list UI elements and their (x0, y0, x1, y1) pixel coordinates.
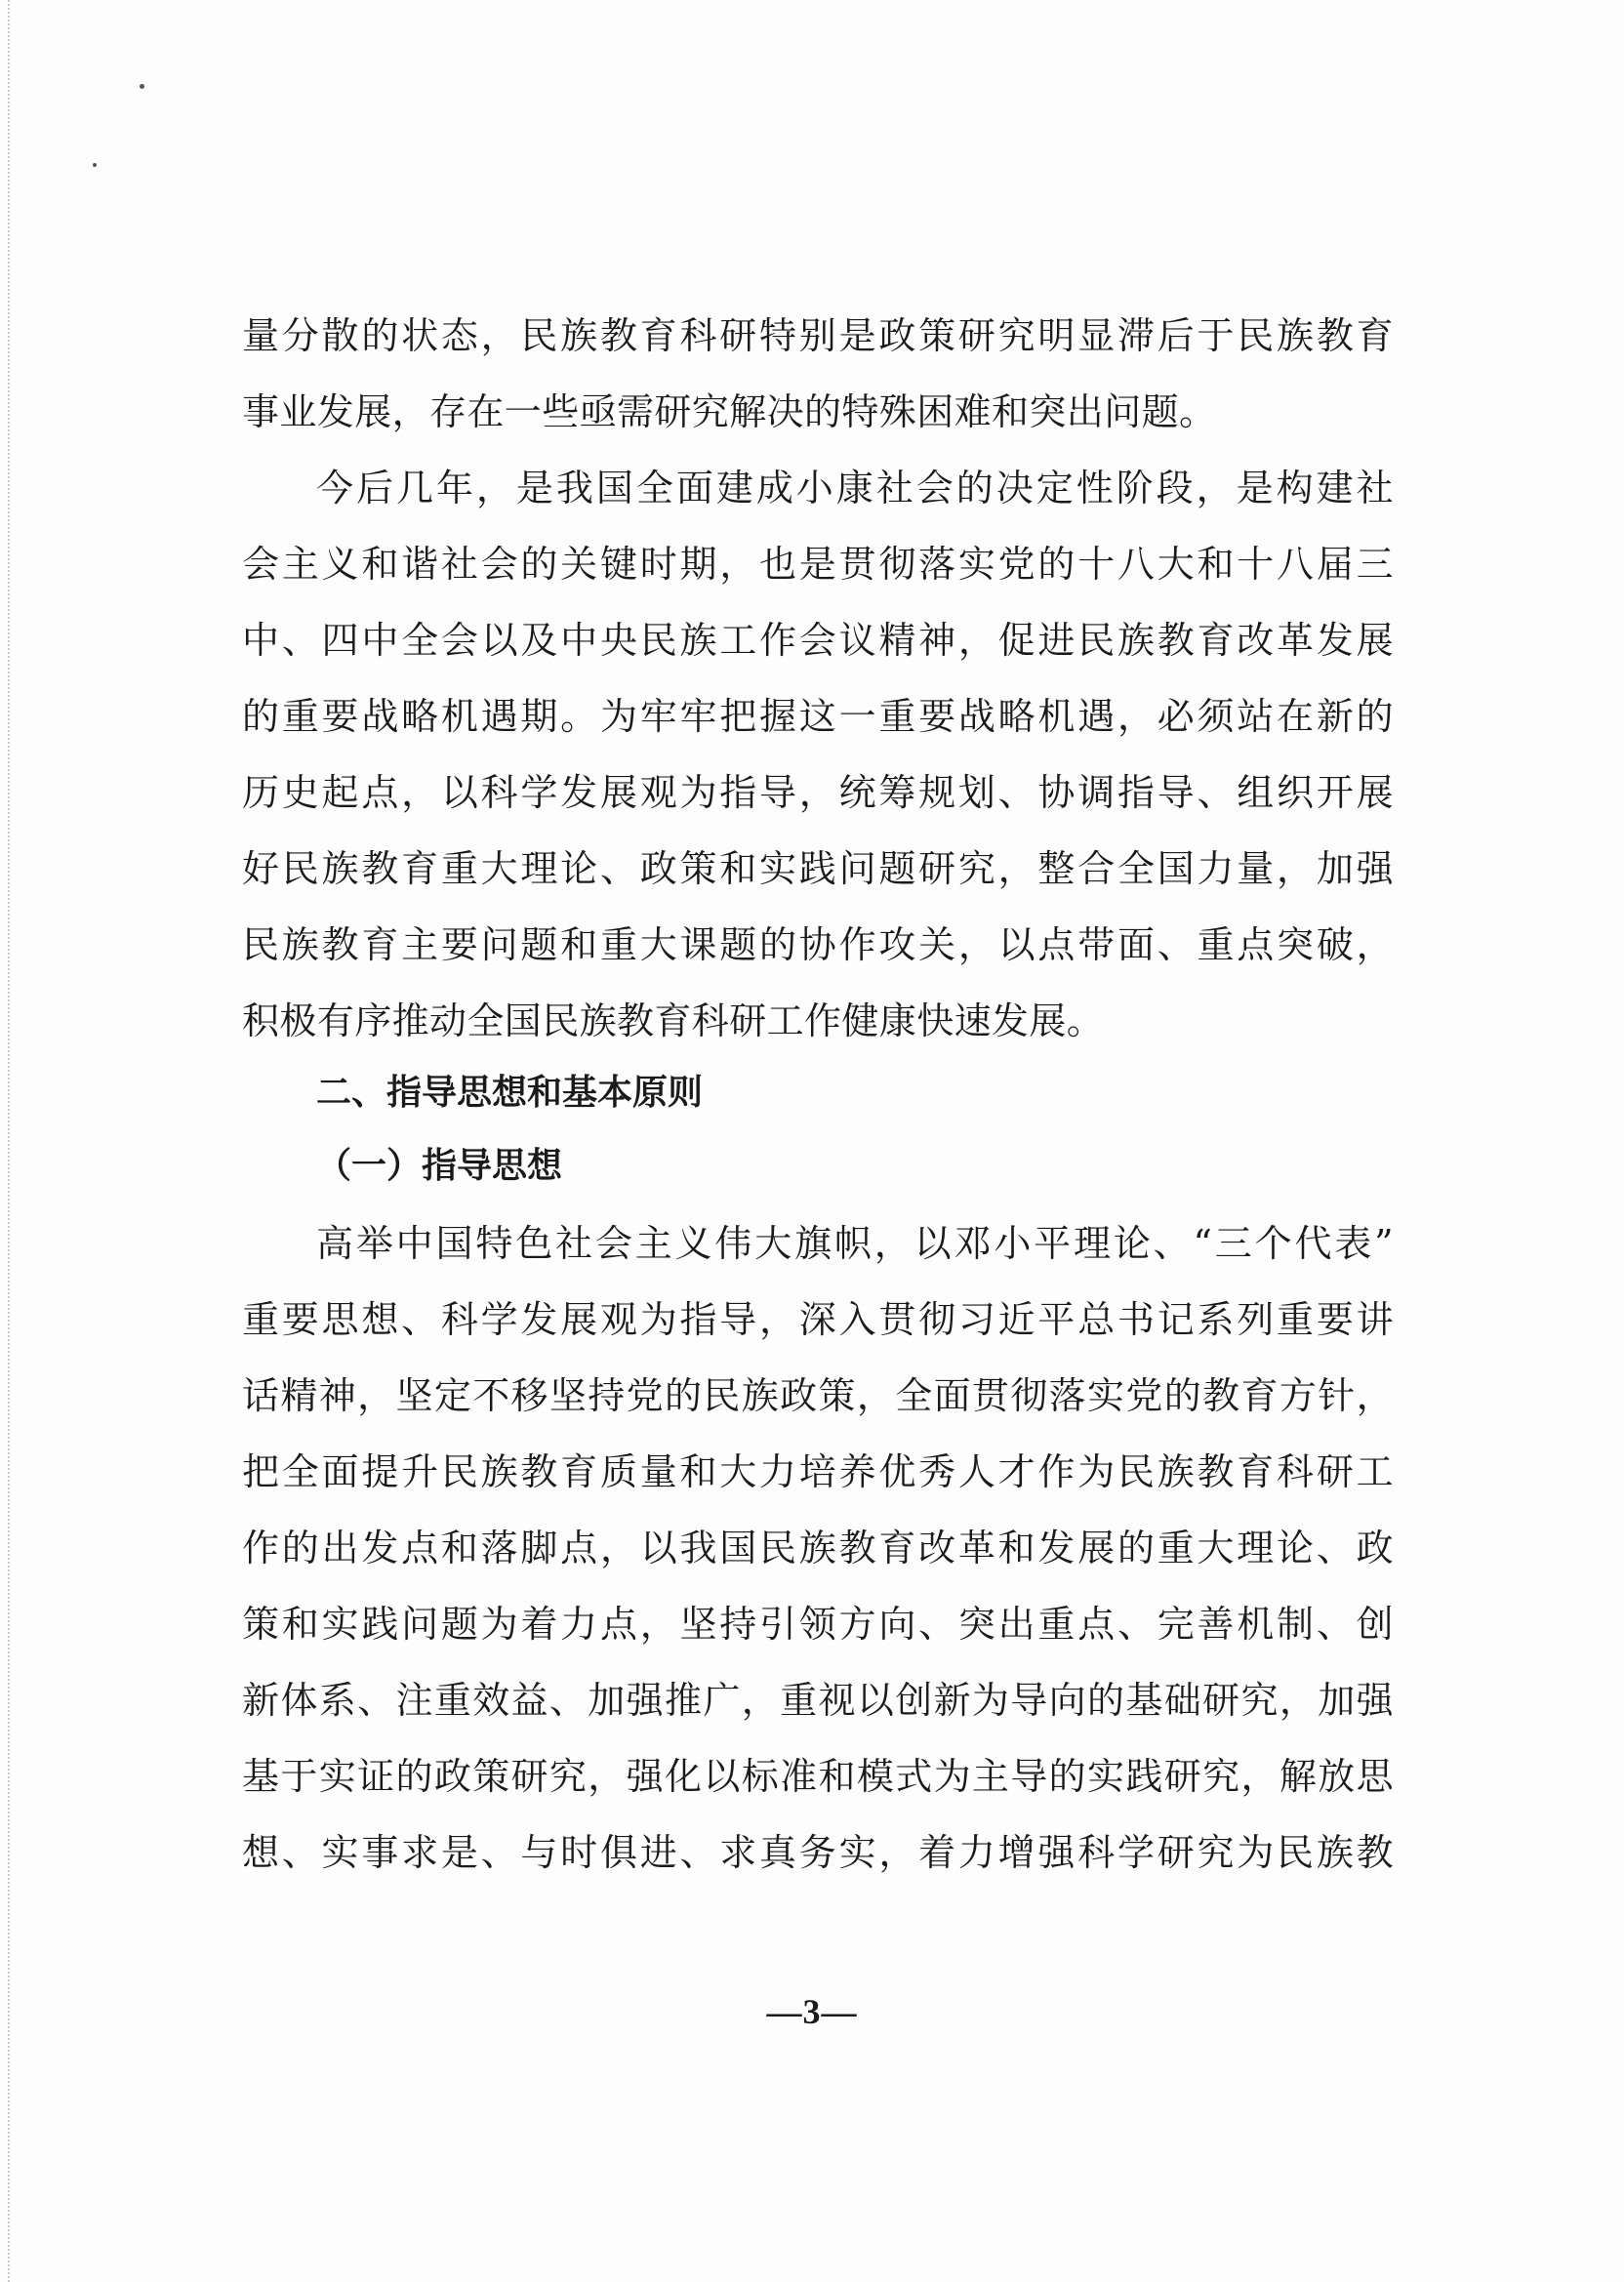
text-line: 话精神，坚定不移坚持党的民族政策，全面贯彻落实党的教育方针， (242, 1374, 1394, 1417)
text-line: 策和实践问题为着力点，坚持引领方向、突出重点、完善机制、创 (242, 1603, 1394, 1646)
text-line: 中、四中全会以及中央民族工作会议精神，促进民族教育改革发展 (242, 619, 1394, 662)
text-line: 把全面提升民族教育质量和大力培养优秀人才作为民族教育科研工 (242, 1450, 1394, 1493)
text-line: 高举中国特色社会主义伟大旗帜，以邓小平理论、“三个代表” (316, 1222, 1394, 1265)
text-line: 今后几年，是我国全面建成小康社会的决定性阶段，是构建社 (316, 467, 1394, 509)
subsection-heading: （一）指导思想 (316, 1146, 563, 1186)
text-line: 历史起点，以科学发展观为指导，统筹规划、协调指导、组织开展 (242, 771, 1394, 814)
text-line: 的重要战略机遇期。为牢牢把握这一重要战略机遇，必须站在新的 (242, 695, 1394, 738)
text-line: 民族教育主要问题和重大课题的协作攻关，以点带面、重点突破， (242, 923, 1394, 966)
text-line: 重要思想、科学发展观为指导，深入贯彻习近平总书记系列重要讲 (242, 1298, 1394, 1341)
body-text (242, 298, 1394, 1891)
text-line: 事业发展，存在一些亟需研究解决的特殊困难和突出问题。 (242, 390, 1217, 433)
scan-edge (8, 0, 10, 2282)
text-line: 会主义和谐社会的关键时期，也是贯彻落实党的十八大和十八届三 (242, 543, 1394, 586)
text-line: 作的出发点和落脚点，以我国民族教育改革和发展的重大理论、政 (242, 1527, 1394, 1569)
text-line: 想、实事求是、与时俱进、求真务实，着力增强科学研究为民族教 (242, 1831, 1394, 1874)
text-line: 新体系、注重效益、加强推广，重视以创新为导向的基础研究，加强 (242, 1679, 1394, 1722)
page-number: —3— (766, 1992, 858, 2031)
text-line: 基于实证的政策研究，强化以标准和模式为主导的实践研究，解放思 (242, 1755, 1394, 1798)
scan-speck (140, 84, 144, 89)
section-heading: 二、指导思想和基本原则 (316, 1073, 704, 1113)
scan-speck (93, 163, 97, 167)
text-line: 量分散的状态，民族教育科研特别是政策研究明显滞后于民族教育 (242, 314, 1394, 357)
text-line: 积极有序推动全国民族教育科研工作健康快速发展。 (242, 999, 1105, 1042)
text-line: 好民族教育重大理论、政策和实践问题研究，整合全国力量，加强 (242, 847, 1394, 890)
